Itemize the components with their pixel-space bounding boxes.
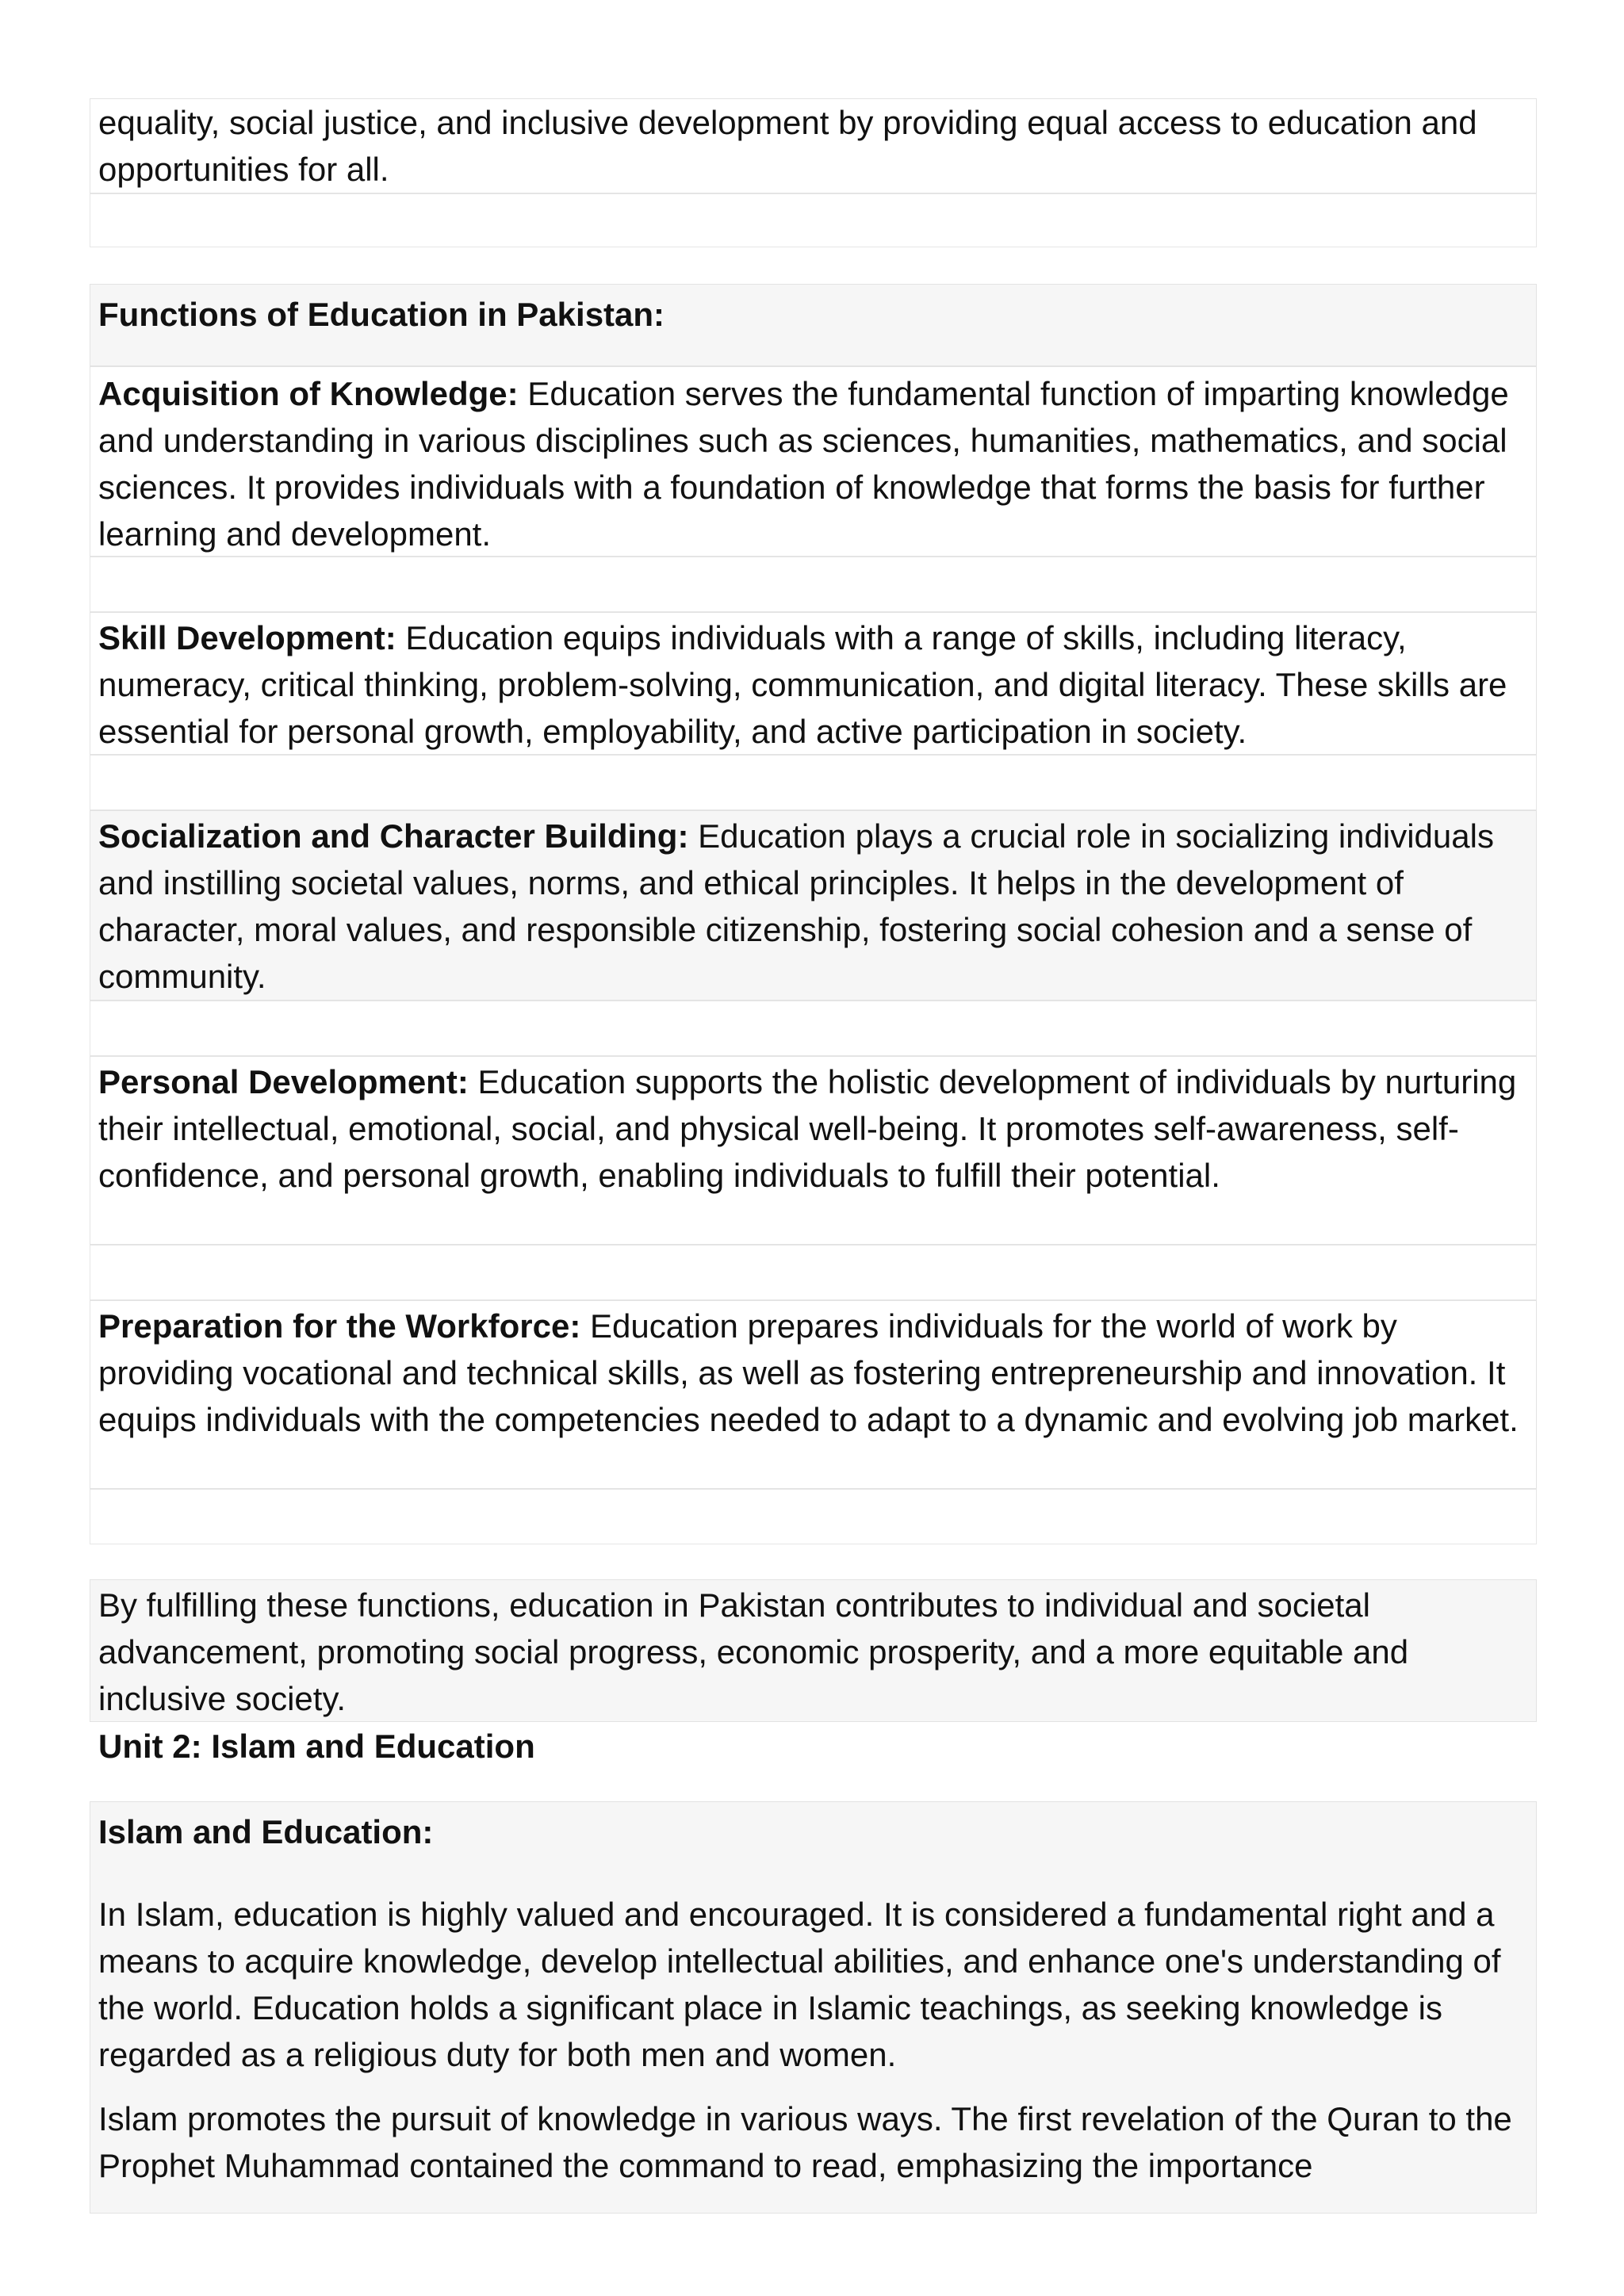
function-text: Education plays a crucial role in socializing individuals and instilling societal values, norms, and ethical principles. It helps in the development of character, moral values, and responsible citizenship, fostering social cohesion and a sense of community. (98, 817, 1494, 995)
section-paragraph (98, 2095, 1528, 2189)
function-item-skills (90, 612, 1537, 755)
functions-conclusion (90, 1579, 1537, 1722)
intro-paragraph (90, 98, 1537, 193)
function-text: Education serves the fundamental function of imparting knowledge and understanding in various disciplines such as sciences, humanities, mathematics, and social sciences. It provides individuals with a foundation of knowledge that forms the basis for further learning and development. (98, 375, 1509, 553)
islam-education-section (90, 1801, 1537, 2214)
spacer-row (90, 193, 1537, 247)
function-item-personal (90, 1056, 1537, 1245)
function-item-socialization (90, 810, 1537, 1001)
spacer-row (90, 557, 1537, 612)
unit-title (90, 1722, 1537, 1771)
functions-heading-text: Functions of Education in Pakistan: (98, 296, 665, 333)
function-item-knowledge (90, 366, 1537, 557)
paragraph-text: Islam promotes the pursuit of knowledge in various ways. The first revelation of the Quran to the Prophet Muhammad contained the command to read, emphasizing the importance (98, 2100, 1512, 2184)
spacer-row (90, 1001, 1537, 1056)
function-term: Preparation for the Workforce: (98, 1307, 581, 1345)
functions-heading (90, 284, 1537, 366)
paragraph-text: In Islam, education is highly valued and encouraged. It is considered a fundamental right and a means to acquire knowledge, develop intellectual abilities, and enhance one's understanding of the world. Education holds a significant place in Islamic teachings, as seeking knowledge is regarded as a religious duty for both men and women. (98, 1896, 1501, 2073)
function-term: Skill Development: (98, 619, 396, 656)
function-term: Personal Development: (98, 1063, 469, 1100)
spacer-row (90, 1489, 1537, 1544)
section-heading (98, 1808, 1528, 1855)
unit-title-text: Unit 2: Islam and Education (98, 1728, 535, 1765)
function-text: Education supports the holistic development of individuals by nurturing their intellectual, emotional, social, and physical well-being. It promotes self-awareness, self-confidence, and personal growth, enabling individuals to fulfill their potential. (98, 1063, 1517, 1194)
function-text: Education equips individuals with a range of skills, including literacy, numeracy, critical thinking, problem-solving, communication, and digital literacy. These skills are essential for personal growth, employability, and active participation in society. (98, 619, 1507, 750)
intro-text: equality, social justice, and inclusive development by providing equal access to education and opportunities for all. (98, 104, 1477, 188)
spacer-row (90, 1245, 1537, 1300)
function-text: Education prepares individuals for the world of work by providing vocational and technical skills, as well as fostering entrepreneurship and innovation. It equips individuals with the competencies needed to adapt to a dynamic and evolving job market. (98, 1307, 1519, 1438)
section-heading-text: Islam and Education: (98, 1813, 434, 1850)
function-term: Acquisition of Knowledge: (98, 375, 519, 412)
function-item-workforce (90, 1300, 1537, 1489)
conclusion-text: By fulfilling these functions, education in Pakistan contributes to individual and societal advancement, promoting social progress, economic prosperity, and a more equitable and inclusive society. (98, 1586, 1409, 1717)
section-paragraph (98, 1891, 1528, 2078)
spacer-row (90, 755, 1537, 810)
function-term: Socialization and Character Building: (98, 817, 689, 855)
